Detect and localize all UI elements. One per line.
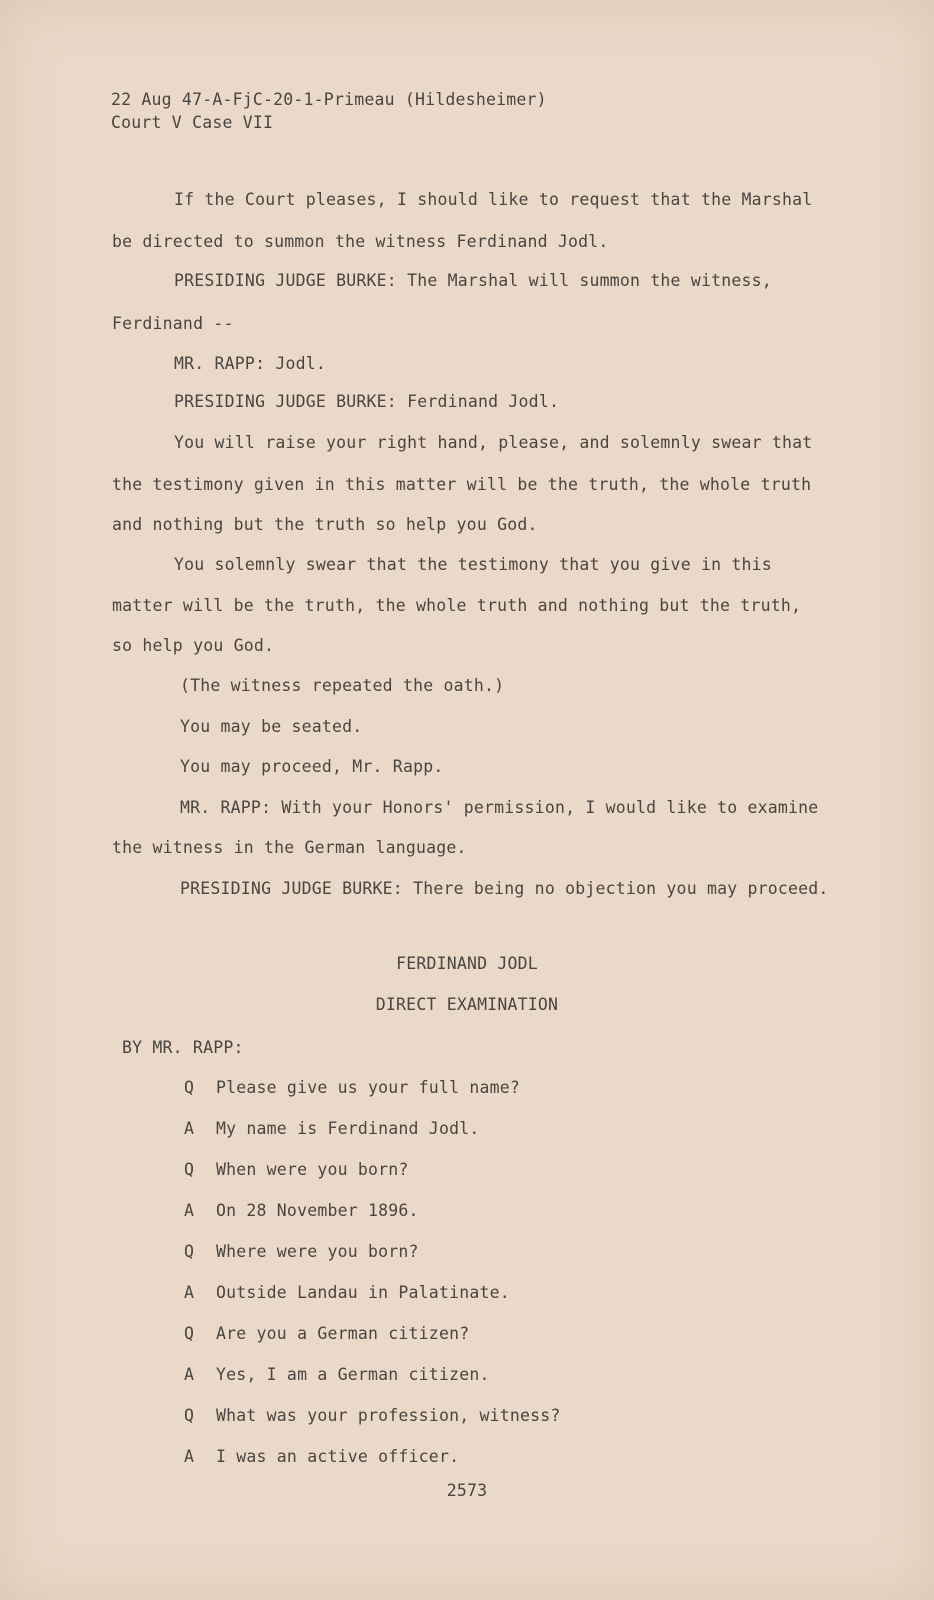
qa-text: What was your profession, witness?: [216, 1406, 561, 1425]
rapp-request: MR. RAPP: With your Honors' permission, I would like to examine: [180, 798, 819, 817]
oath-repeat: You solemnly swear that the testimony that you give in this: [174, 555, 772, 574]
header-reference: 22 Aug 47-A-FjC-20-1-Primeau (Hildesheimer): [111, 90, 547, 109]
qa-text: On 28 November 1896.: [216, 1201, 419, 1220]
proceed-line: You may proceed, Mr. Rapp.: [180, 757, 444, 776]
rapp-request-cont: the witness in the German language.: [112, 838, 467, 857]
judge-statement-name: PRESIDING JUDGE BURKE: Ferdinand Jodl.: [174, 392, 560, 411]
examination-heading: DIRECT EXAMINATION: [375, 995, 559, 1014]
qa-line: [184, 1324, 704, 1344]
qa-line: [184, 1119, 704, 1139]
qa-tag: A: [184, 1365, 195, 1384]
qa-line: [184, 1078, 704, 1098]
qa-tag: Q: [184, 1324, 195, 1343]
qa-text: Outside Landau in Palatinate.: [216, 1283, 510, 1302]
judge-statement-cont: Ferdinand --: [112, 314, 234, 333]
qa-text: When were you born?: [216, 1160, 409, 1179]
qa-line: [184, 1201, 704, 1221]
judge-statement: PRESIDING JUDGE BURKE: The Marshal will summon the witness,: [174, 271, 772, 290]
qa-tag: A: [184, 1119, 195, 1138]
qa-tag: Q: [184, 1242, 195, 1261]
oath-paragraph-cont-2: and nothing but the truth so help you God.: [112, 515, 538, 534]
qa-line: [184, 1447, 704, 1467]
examiner-label: BY MR. RAPP:: [122, 1038, 244, 1057]
rapp-statement: MR. RAPP: Jodl.: [174, 354, 327, 373]
paragraph-request: If the Court pleases, I should like to request that the Marshal: [174, 190, 813, 209]
qa-tag: A: [184, 1201, 195, 1220]
qa-tag: Q: [184, 1406, 195, 1425]
qa-text: Are you a German citizen?: [216, 1324, 470, 1343]
qa-line: [184, 1283, 704, 1303]
oath-note: (The witness repeated the oath.): [180, 676, 505, 695]
seated-line: You may be seated.: [180, 717, 363, 736]
oath-paragraph-cont-1: the testimony given in this matter will be the truth, the whole truth: [112, 475, 812, 494]
qa-text: Where were you born?: [216, 1242, 419, 1261]
qa-tag: A: [184, 1447, 195, 1466]
judge-permission: PRESIDING JUDGE BURKE: There being no objection you may proceed.: [180, 879, 829, 898]
page-number: 2573: [446, 1481, 488, 1500]
qa-tag: Q: [184, 1160, 195, 1179]
qa-tag: Q: [184, 1078, 195, 1097]
witness-heading: FERDINAND JODL: [396, 954, 538, 973]
header-court-case: Court V Case VII: [111, 113, 274, 132]
oath-repeat-cont-1: matter will be the truth, the whole truth and nothing but the truth,: [112, 596, 802, 615]
oath-paragraph: You will raise your right hand, please, and solemnly swear that: [174, 433, 813, 452]
qa-text: My name is Ferdinand Jodl.: [216, 1119, 480, 1138]
qa-line: [184, 1365, 704, 1385]
qa-line: [184, 1242, 704, 1262]
qa-text: I was an active officer.: [216, 1447, 460, 1466]
qa-tag: A: [184, 1283, 195, 1302]
qa-line: [184, 1406, 704, 1426]
qa-line: [184, 1160, 704, 1180]
qa-text: Yes, I am a German citizen.: [216, 1365, 490, 1384]
qa-text: Please give us your full name?: [216, 1078, 521, 1097]
paragraph-request-cont: be directed to summon the witness Ferdinand Jodl.: [112, 232, 609, 251]
oath-repeat-cont-2: so help you God.: [112, 636, 275, 655]
